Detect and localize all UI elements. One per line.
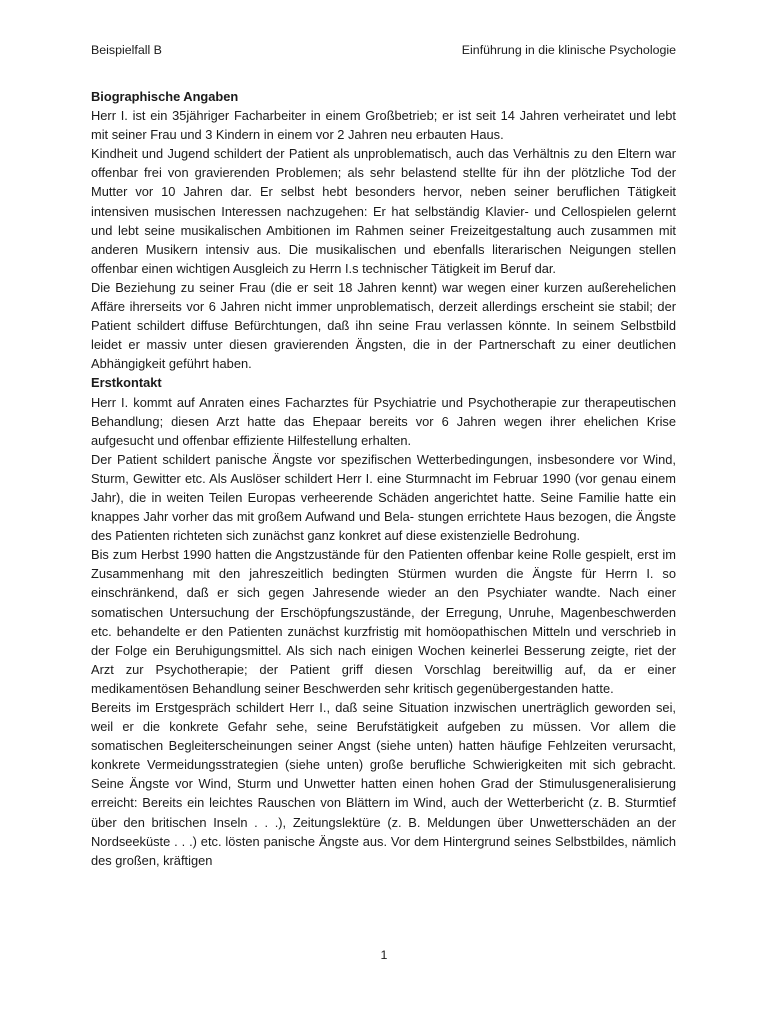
paragraph: Herr I. ist ein 35jähriger Facharbeiter in einem Großbetrieb; er ist seit 14 Jahren verheiratet und lebt mit seiner Frau und 3 Kindern in einem vor 2 Jahren neu erbauten Haus. xyxy=(91,108,676,143)
paragraph: Die Beziehung zu seiner Frau (die er seit 18 Jahren kennt) war wegen einer kurzen außerehelichen Affäre ihrerseits vor 6 Jahren nicht immer unproblematisch, derzeit allerdings erscheint sie stabil; der Patient schildert diffuse Befürchtungen, daß ihn seine Frau verlassen könnte. In seinem Selbstbild leidet er massiv unter diesen gravierenden Ängsten, die in der Partnerschaft zu einer deutlichen Abhängigkeit geführt haben. xyxy=(91,279,676,372)
paragraph: Bis zum Herbst 1990 hatten die Angstzustände für den Patienten offenbar keine Rolle gespielt, erst im Zusammenhang mit den jahreszeitlich bedingten Stürmen wurden die Ängste für Herrn I. so einschränkend, daß er sich gegen Jahresende wieder an den Psychiater wandte. Nach einer somatischen Untersuchung der Erschöpfungszustände, der Erregung, Unruhe, Magenbeschwerden etc. behandelte er den Patienten zunächst kurzfristig mit homöopathischen Mitteln und verschrieb in der Folge ein Beruhigungsmittel. Als sich nach einigen Wochen keinerlei Besserung zeigte, riet der Arzt zur Psychotherapie; der Patient griff diesen Vorschlag bereitwillig auf, da er einer medikamentösen Behandlung seiner Beschwerden sehr kritisch gegenübergestanden hatte. xyxy=(91,547,676,696)
paragraph: Kindheit und Jugend schildert der Patient als unproblematisch, auch das Verhältnis zu den Eltern war offenbar frei von gravierenden Problemen; als sehr belastend stellte für ihn der plötzliche Tod der Mutter vor 10 Jahren dar. Er selbst hebt besonders hervor, neben seiner beruflichen Tätigkeit intensiven musischen Interessen nachzugehen: Er hat selbständig Klavier- und Cellospielen gelernt und lebt seine musikalischen Ambitionen im Rahmen seiner Freizeitgestaltung auch zusammen mit anderen Musikern intensiv aus. Die musikalischen und ebenfalls literarischen Neigungen stellen offenbar einen wichtigen Ausgleich zu Herrn I.s technischer Tätigkeit im Beruf dar. xyxy=(91,146,676,276)
paragraph: Herr I. kommt auf Anraten eines Facharztes für Psychiatrie und Psychotherapie zur therapeutischen Behandlung; diesen Arzt hatte das Ehepaar bereits vor 6 Jahren wegen ihrer ehelichen Krise aufgesucht und offenbar effiziente Hilfestellung erhalten. xyxy=(91,394,676,448)
body-text xyxy=(91,87,676,870)
section-heading-first-contact: Erstkontakt xyxy=(91,375,162,391)
paragraph: Der Patient schildert panische Ängste vor spezifischen Wetterbedingungen, insbesondere vor Wind, Sturm, Gewitter etc. Als Auslöser schildert Herr I. eine Sturmnacht im Februar 1990 (vor genau einem Jahr), die in weiten Teilen Europas verheerende Schäden angerichtet hatte. Seine Familie hatte ein knappes Jahr vorher das mit großem Aufwand und Bela- stungen errichtete Haus bezogen, die Ängste des Patienten richteten sich zunächst ganz konkret auf diese existenzielle Bedrohung. xyxy=(91,451,676,544)
paragraph: Bereits im Erstgespräch schildert Herr I., daß seine Situation inzwischen unerträglich geworden sei, weil er die konkrete Gefahr sehe, seine Berufstätigkeit aufgeben zu müssen. Vor allem die somatischen Begleiterscheinungen seiner Angst (siehe unten) hatten häufige Fehlzeiten verursacht, konkrete Vermeidungsstrategien (siehe unten) große berufliche Schwierigkeiten mit sich gebracht. Seine Ängste vor Wind, Sturm und Unwetter hatten einen hohen Grad der Stimulusgeneralisierung erreicht: Bereits ein leichtes Rauschen von Blättern im Wind, auch der Wetterbericht (z. B. Sturmtief über den britischen Inseln . . .), Zeitungslektüre (z. B. Meldungen über Unwetterschäden an der Nordseeküste . . .) etc. lösten panische Ängste aus. Vor dem Hintergrund seines Selbstbildes, nämlich des großen, kräftigen xyxy=(91,700,676,868)
section-heading-biography: Biographische Angaben xyxy=(91,89,239,104)
header-course-title: Einführung in die klinische Psychologie xyxy=(461,43,676,57)
header-case-label: Beispielfall B xyxy=(91,43,162,57)
page-number: 1 xyxy=(380,948,388,962)
